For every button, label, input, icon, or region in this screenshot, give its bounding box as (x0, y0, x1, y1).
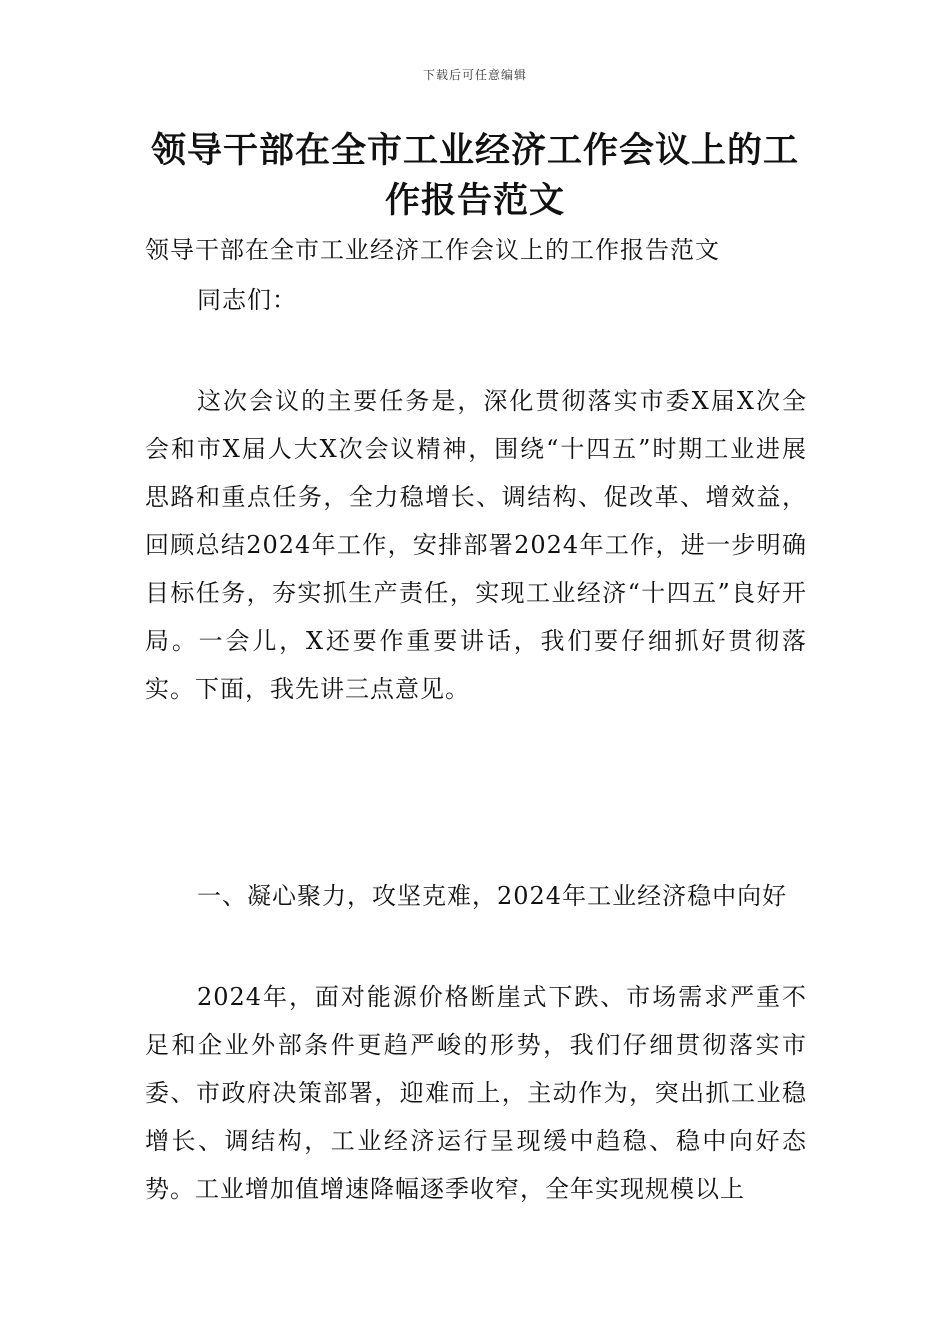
section-heading-1: 一、凝心聚力，攻坚克难，2024年工业经济稳中向好 (197, 882, 788, 910)
document-title: 领导干部在全市工业经济工作会议上的工作报告范文 (150, 131, 799, 221)
greeting: 同志们： (197, 286, 297, 314)
paragraph-2: 2024年，面对能源价格断崖式下跌、市场需求严重不足和企业外部条件更趋严峻的形势，我们仔细贯彻落实市委、市政府决策部署，迎难而上，主动作为，突出抓工业稳增长、调结构，工业经济运行呈现缓中趋稳、稳中向好态势。工业增加值增速降幅逐季收窄，全年实现规模以上 (145, 983, 807, 1203)
paragraph-1: 这次会议的主要任务是，深化贯彻落实市委X届X次全会和市X届人大X次会议精神，围绕“十四五”时期工业进展思路和重点任务，全力稳增长、调结构、促改革、增效益，回顾总结2024年工作，安排部署2024年工作，进一步明确目标任务，夯实抓生产责任，实现工业经济“十四五”良好开局。一会儿，X还要作重要讲话，我们要仔细抓好贯彻落实。下面，我先讲三点意见。 (145, 387, 807, 703)
header-note: 下载后可任意编辑 (422, 68, 527, 82)
document-subtitle: 领导干部在全市工业经济工作会议上的工作报告范文 (145, 236, 720, 264)
